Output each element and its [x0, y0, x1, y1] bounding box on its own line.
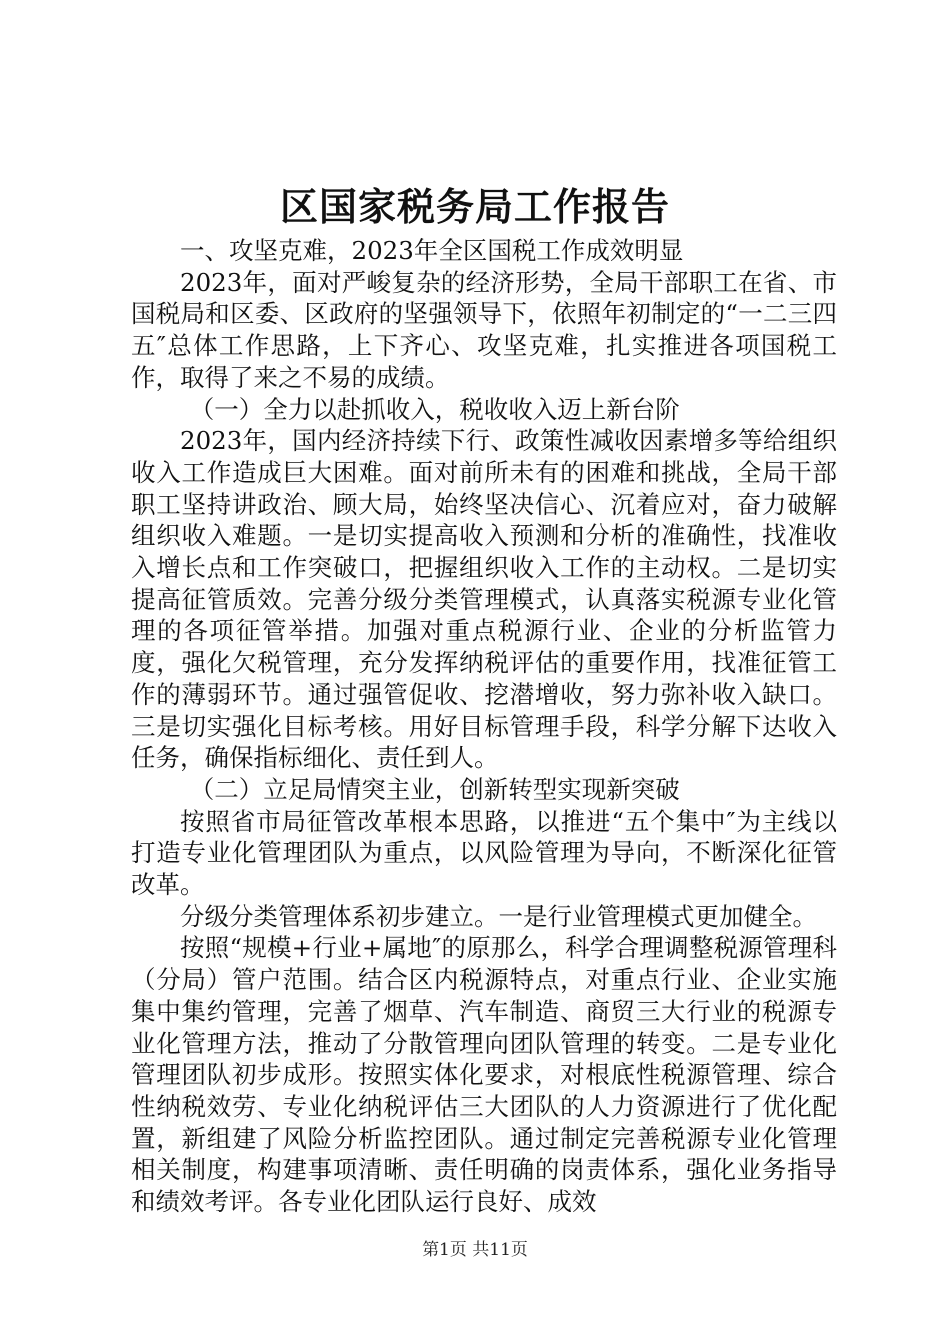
document-body [131, 235, 837, 1218]
paragraph: 2023年，国内经济持续下行、政策性减收因素增多等给组织收入工作造成巨大困难。面对前所未有的困难和挑战，全局干部职工坚持讲政治、顾大局，始终坚决信心、沉着应对，奋力破解组织收入难题。一是切实提高收入预测和分析的准确性，找准收入增长点和工作突破口，把握组织收入工作的主动权。二是切实提高征管质效。完善分级分类管理模式，认真落实税源专业化管理的各项征管举措。加强对重点税源行业、企业的分析监管力度，强化欠税管理，充分发挥纳税评估的重要作用，找准征管工作的薄弱环节。通过强管促收、挖潜增收，努力弥补收入缺口。三是切实强化目标考核。用好目标管理手段，科学分解下达收入任务，确保指标细化、责任到人。 [131, 426, 837, 773]
subsection-heading: （二）立足局情突主业，创新转型实现新突破 [189, 774, 680, 804]
page-number-footer: 第1页 共11页 [422, 1240, 528, 1260]
subsection-heading: （一）全力以赴抓收入，税收收入迈上新台阶 [189, 394, 680, 424]
section-heading: 一、攻坚克难，2023年全区国税工作成效明显 [180, 236, 684, 265]
document-title: 区国家税务局工作报告 [279, 184, 670, 229]
paragraph: 按照省市局征管改革根本思路，以推进“五个集中″为主线以打造专业化管理团队为重点，以风险管理为导向，不断深化征管改革。 [131, 806, 837, 900]
paragraph: 分级分类管理体系初步建立。一是行业管理模式更加健全。 [180, 901, 817, 931]
paragraph: 2023年，面对严峻复杂的经济形势，全局干部职工在省、市国税局和区委、区政府的坚强领导下，依照年初制定的“一二三四五″总体工作思路，上下齐心、攻坚克难，扎实推进各项国税工作，取得了来之不易的成绩。 [131, 267, 837, 392]
paragraph: 按照“规模+行业+属地″的原那么，科学合理调整税源管理科（分局）管户范围。结合区内税源特点，对重点行业、企业实施集中集约管理，完善了烟草、汽车制造、商贸三大行业的税源专业化管理方法，推动了分散管理向团队管理的转变。二是专业化管理团队初步成形。按照实体化要求，对根底性税源管理、综合性纳税效劳、专业化纳税评估三大团队的人力资源进行了优化配置，新组建了风险分析监控团队。通过制定完善税源专业化管理相关制度，构建事项清晰、责任明确的岗责体系，强化业务指导和绩效考评。各专业化团队运行良好、成效 [131, 933, 837, 1217]
